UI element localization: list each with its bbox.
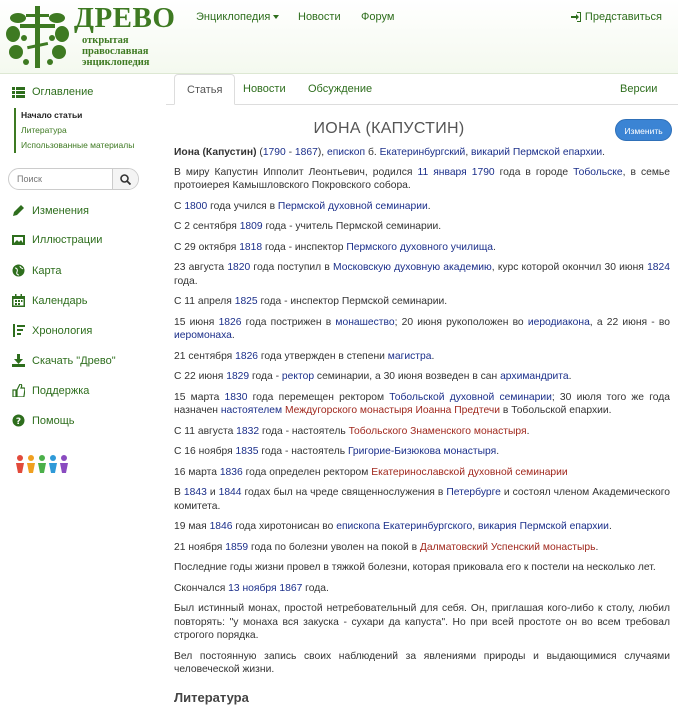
- link[interactable]: Петербурге: [446, 487, 501, 498]
- text: в Тобольской епархии.: [500, 405, 612, 416]
- text: В миру Капустин Ипполит Леонтьевич, родился: [174, 166, 418, 178]
- paragraph: [174, 391, 670, 418]
- text: С 22 июня: [174, 371, 227, 382]
- question-icon: [12, 414, 25, 427]
- text: года - учитель Пермской семинарии.: [262, 221, 442, 232]
- link[interactable]: ректор: [281, 371, 315, 382]
- globe-icon: [12, 264, 25, 277]
- paragraph: [174, 486, 670, 513]
- text: б.: [365, 147, 380, 158]
- toc-item-sources[interactable]: Использованные материалы: [21, 140, 135, 150]
- tab-versions[interactable]: Версии: [620, 83, 658, 95]
- text: С 2 сентября: [174, 221, 240, 232]
- sidebar-item-calendar[interactable]: [12, 294, 88, 307]
- tab-article[interactable]: Статья: [174, 74, 235, 105]
- sidebar-item-label: Хронология: [32, 325, 93, 337]
- logo-sub-line: энциклопедия: [82, 57, 150, 68]
- text: .: [602, 147, 606, 158]
- text: ,: [472, 521, 478, 532]
- caret-down-icon: [273, 15, 279, 19]
- text: .: [608, 521, 612, 532]
- paragraph: Вел постоянную запись своих наблюдений за явлениями природы и выдающимися случаями человеческой жизни.: [174, 650, 670, 675]
- sidebar-item-chronology[interactable]: [12, 324, 92, 337]
- text: , а 22 июня - во: [589, 316, 671, 328]
- toc-item-literature[interactable]: Литература: [21, 125, 67, 135]
- sidebar-item-label: Иллюстрации: [32, 234, 103, 246]
- text: ,: [465, 147, 472, 158]
- text: года - настоятель: [259, 425, 349, 437]
- text: Скончался: [174, 582, 229, 594]
- link[interactable]: епископа Екатеринбургского: [336, 521, 473, 532]
- text: года в городе: [494, 166, 574, 178]
- link[interactable]: викарий Пермской епархии: [471, 147, 603, 158]
- link[interactable]: иеродиакона: [527, 316, 590, 328]
- tab-news[interactable]: Новости: [243, 83, 286, 95]
- text: .: [526, 425, 530, 437]
- picture-icon: [12, 234, 25, 246]
- link[interactable]: 11 января 1790: [417, 166, 495, 178]
- toc-title: Оглавление: [32, 86, 94, 98]
- text: .: [431, 350, 435, 362]
- link[interactable]: иеромонаха: [174, 330, 232, 341]
- logo-title: ДРЕВО: [74, 2, 176, 34]
- paragraph: Последние годы жизни провел в тяжкой болезни, которая приковала его к постели на несколько лет.: [174, 562, 656, 573]
- paragraph: [174, 295, 670, 309]
- text: года перемещен ректором: [247, 391, 390, 403]
- text: 19 мая: [174, 521, 210, 532]
- article-body: [174, 146, 670, 705]
- link[interactable]: настоятелем: [220, 405, 283, 416]
- text: С 11 августа: [174, 425, 237, 437]
- sidebar-item-label: Календарь: [32, 295, 88, 307]
- link[interactable]: епископ: [326, 147, 366, 158]
- toc-item-start[interactable]: Начало статьи: [21, 110, 83, 120]
- tab-discussion[interactable]: Обсуждение: [308, 83, 373, 95]
- link[interactable]: 1820: [227, 262, 251, 273]
- sidebar-item-label: Изменения: [32, 205, 89, 217]
- text: года - инспектор: [262, 241, 347, 253]
- link[interactable]: магистра: [387, 350, 432, 362]
- text: 16 марта: [174, 466, 220, 478]
- link[interactable]: 13 ноября 1867: [228, 582, 303, 594]
- sidebar-item-label: Поддержка: [32, 385, 90, 397]
- text: года поступил в: [250, 262, 334, 273]
- text: года хиротонисан во: [232, 521, 337, 532]
- text: .: [496, 446, 500, 457]
- sidebar-item-support[interactable]: [12, 384, 89, 397]
- text: ),: [317, 147, 327, 158]
- sidebar-item-map[interactable]: [12, 264, 61, 277]
- paragraph: [174, 520, 670, 534]
- link[interactable]: 1832: [236, 425, 260, 437]
- cross-tree-logo-icon: [6, 4, 70, 70]
- svg-text:?: ?: [15, 417, 22, 427]
- link[interactable]: 1800: [184, 200, 208, 212]
- link[interactable]: 1825: [234, 296, 258, 307]
- paragraph: [174, 350, 670, 364]
- text: С: [174, 200, 185, 212]
- sidebar-item-label: Помощь: [32, 415, 75, 427]
- text: года пострижен в: [241, 316, 336, 328]
- text: С 16 ноября: [174, 446, 236, 457]
- site-logo[interactable]: [6, 2, 176, 72]
- link[interactable]: архимандрита: [500, 371, 569, 382]
- link[interactable]: 1844: [218, 487, 242, 498]
- link[interactable]: Пермского духовного училища: [346, 241, 494, 253]
- text: года по болезни уволен на покой в: [248, 541, 420, 553]
- link[interactable]: Пермской духовной семинарии: [277, 200, 428, 212]
- search-input[interactable]: [9, 169, 113, 189]
- sidebar-item-illustrations[interactable]: [12, 234, 102, 246]
- paragraph: Был истинный монах, простой нетребовательный для себя. Он, приглашая кого-либо к столу, любил повторять: "у монаха вся закуска - сухари да капуста". Но при всей простоте он во всем требовал строгого порядка.: [174, 603, 670, 641]
- text: С 11 апреля: [174, 296, 235, 307]
- list-icon: [12, 87, 25, 98]
- article-subject: Иона (Капустин): [174, 147, 257, 158]
- sidebar-item-download[interactable]: [12, 354, 116, 367]
- literature-heading: Литература: [174, 689, 249, 705]
- sidebar-item-label: Карта: [32, 265, 62, 277]
- sort-icon: [12, 324, 25, 337]
- sidebar-item-help[interactable]: [12, 414, 75, 427]
- link[interactable]: 1824: [647, 262, 670, 273]
- text: года определен ректором: [242, 466, 372, 478]
- text: 21 сентября: [174, 350, 236, 362]
- paragraph: [174, 220, 670, 234]
- nav-encyclopedia[interactable]: [196, 11, 279, 23]
- sidebar: [0, 74, 150, 720]
- sign-in-icon: [571, 12, 581, 22]
- paragraph: [174, 370, 670, 384]
- paragraph: [174, 316, 670, 343]
- text: года учился в: [207, 200, 278, 212]
- text: года - настоятель: [258, 446, 348, 457]
- sidebar-item-label: Скачать "Древо": [32, 355, 116, 367]
- link[interactable]: 1867: [294, 147, 318, 158]
- text: 23 августа: [174, 262, 228, 273]
- text: С 29 октября: [174, 241, 240, 253]
- text: 15 марта: [174, 391, 225, 403]
- link-missing[interactable]: Далматовский Успенский монастырь: [419, 541, 596, 553]
- toc-list: [14, 108, 134, 153]
- link[interactable]: Екатеринбургский: [379, 147, 466, 158]
- text: 21 ноября: [174, 541, 226, 553]
- calendar-icon: [12, 294, 25, 307]
- text: года - инспектор Пермской семинарии.: [257, 296, 448, 307]
- text: .: [568, 371, 572, 382]
- pencil-icon: [12, 204, 25, 217]
- login-link[interactable]: [571, 11, 662, 23]
- link[interactable]: 1859: [225, 541, 249, 553]
- paragraph: [174, 541, 670, 555]
- nav-encyclopedia-label: Энциклопедия: [196, 11, 271, 23]
- link[interactable]: викария Пермской епархии: [478, 521, 609, 532]
- text: года.: [174, 275, 198, 287]
- login-label: Представиться: [584, 11, 662, 23]
- text: и: [206, 487, 219, 498]
- download-icon: [12, 354, 25, 367]
- community-people-icon[interactable]: [16, 454, 72, 474]
- text: годах был на чреде священнослужения в: [241, 487, 447, 498]
- nav-news[interactable]: Новости: [298, 11, 341, 23]
- link[interactable]: Григорие-Бизюкова монастыря: [347, 446, 497, 457]
- paragraph: [174, 146, 670, 160]
- link-missing[interactable]: Екатеринославской духовной семинарии: [371, 466, 568, 478]
- text: и состоял членом Академического комитета.: [174, 487, 671, 512]
- paragraph: [174, 200, 670, 214]
- text: года.: [302, 582, 329, 594]
- paragraph: [174, 582, 670, 596]
- link[interactable]: 1830: [224, 391, 248, 403]
- link[interactable]: 1809: [239, 221, 263, 232]
- logo-sub-line: православная: [82, 46, 149, 57]
- link[interactable]: Тобольской духовной семинарии: [389, 391, 552, 403]
- edit-button[interactable]: Изменить: [615, 119, 672, 141]
- article-tabs: [166, 74, 678, 105]
- nav-forum[interactable]: Форум: [361, 11, 395, 23]
- link-missing[interactable]: Междугорского монастыря Иоанна Предтечи: [284, 405, 501, 416]
- link[interactable]: 1818: [239, 241, 263, 253]
- paragraph: [174, 445, 670, 459]
- search-button[interactable]: [112, 169, 138, 189]
- link[interactable]: монашество: [335, 316, 395, 328]
- text: года утвержден в степени: [258, 350, 388, 362]
- link[interactable]: 1846: [209, 521, 233, 532]
- text: В: [174, 487, 184, 498]
- paragraph: [174, 466, 670, 480]
- text: семинарии, а 30 июня возведен в сан: [314, 371, 501, 382]
- link-missing[interactable]: Тобольского Знаменского монастыря: [348, 425, 527, 437]
- toc-header[interactable]: [12, 86, 93, 98]
- search-box: [8, 168, 139, 190]
- link[interactable]: 1790: [262, 147, 286, 158]
- text: , в семье протоиерея Камышловского Покровского собора.: [174, 166, 670, 191]
- page-title: ИОНА (КАПУСТИН): [313, 120, 465, 137]
- text: 15 июня: [174, 316, 219, 328]
- site-header: [0, 0, 678, 74]
- link[interactable]: Московскую духовную академию: [333, 262, 492, 273]
- text: .: [231, 330, 235, 341]
- text: ; 30 июля того же года назначен: [174, 391, 670, 416]
- logo-sub-line: открытая: [82, 35, 129, 46]
- link[interactable]: 1826: [235, 350, 259, 362]
- paragraph: [174, 241, 670, 255]
- paragraph: [174, 261, 670, 288]
- text: .: [493, 241, 496, 253]
- text: года -: [249, 371, 282, 382]
- link[interactable]: 1835: [235, 446, 259, 457]
- link[interactable]: Тобольске: [573, 166, 623, 178]
- sidebar-item-changes[interactable]: [12, 204, 89, 217]
- text: .: [427, 200, 431, 212]
- paragraph: [174, 425, 670, 439]
- link[interactable]: 1843: [183, 487, 207, 498]
- text: -: [285, 147, 295, 158]
- text: .: [595, 541, 599, 553]
- link[interactable]: 1836: [219, 466, 243, 478]
- logo-subtitle: [82, 35, 150, 68]
- text: ; 20 июня рукоположен во: [394, 316, 528, 328]
- text: , курс которой окончил 30 июня: [491, 262, 648, 273]
- paragraph: [174, 166, 670, 193]
- text: (: [256, 147, 263, 158]
- link[interactable]: 1826: [218, 316, 242, 328]
- search-icon: [120, 174, 131, 185]
- thumbs-up-icon: [12, 384, 25, 397]
- link[interactable]: 1829: [226, 371, 250, 382]
